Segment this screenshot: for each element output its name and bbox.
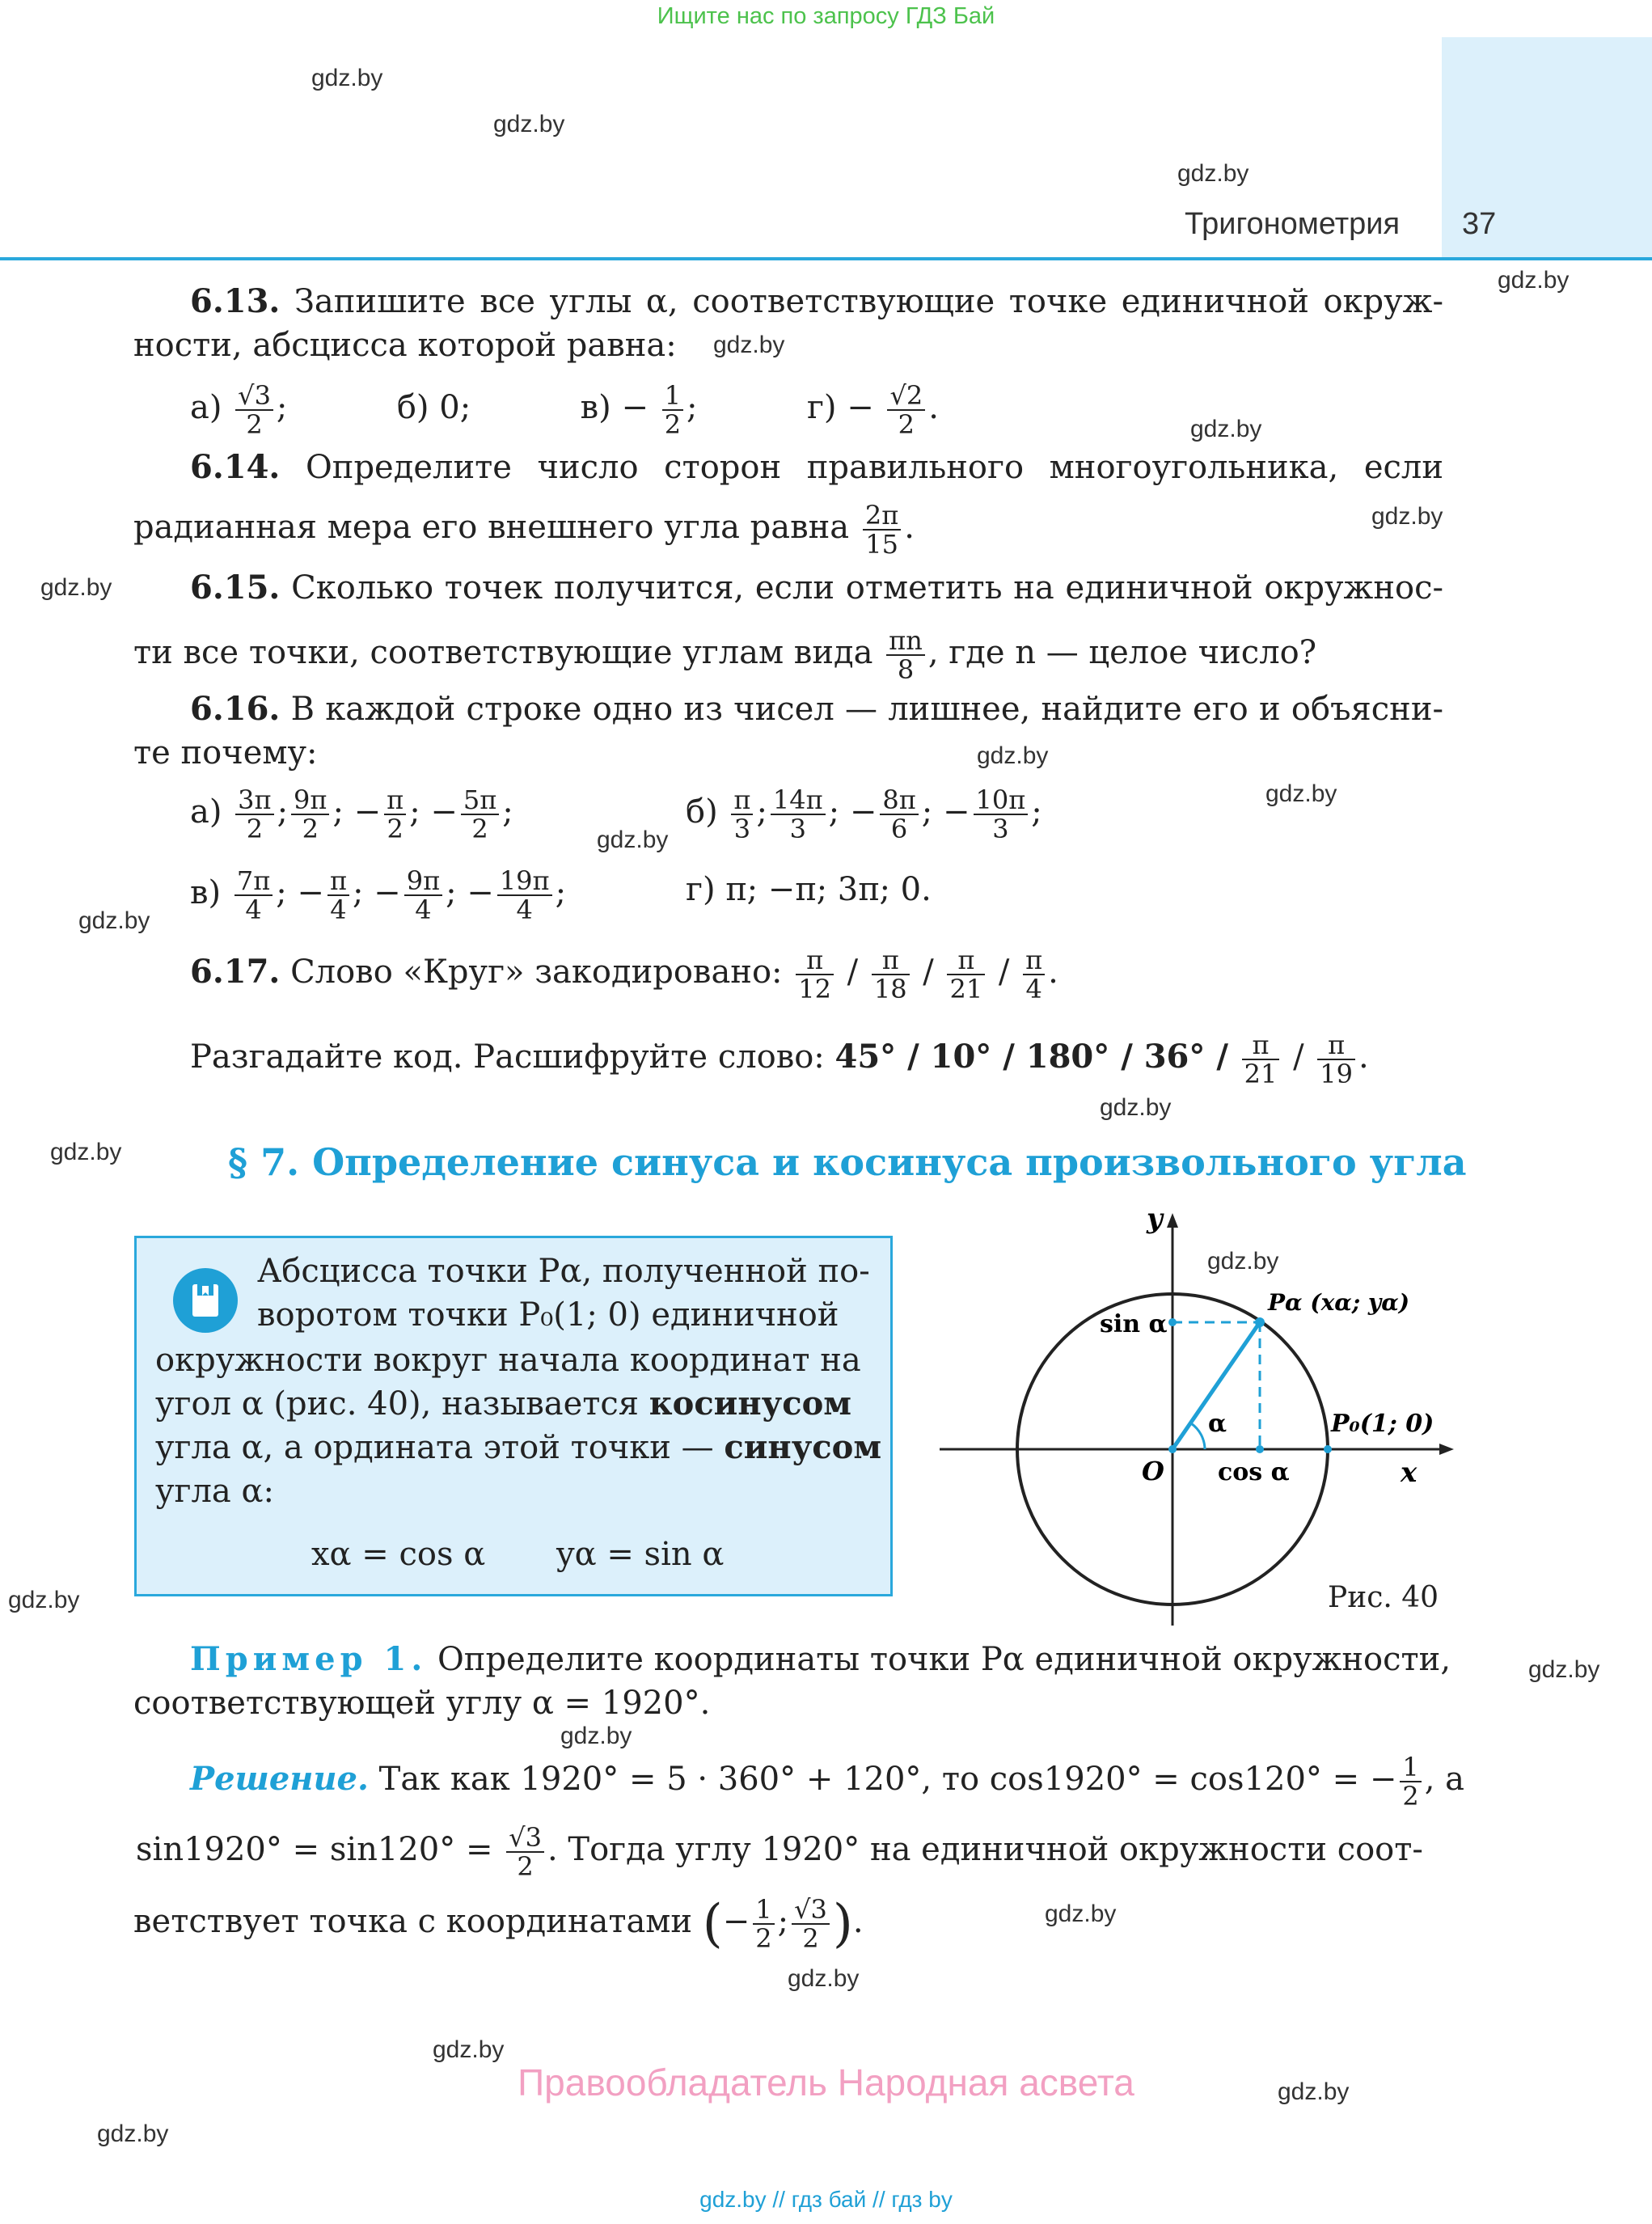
- ex614-line2: радианная мера его внешнего угла равна $\frac{2\pi}{15}$ .: [133, 500, 915, 560]
- ex614-line1: [133, 448, 1443, 487]
- watermark: gdz.by: [788, 1965, 860, 1992]
- fraction: $\frac{10\pi}{3}$: [974, 786, 1029, 843]
- ex617-number: 6.17.: [190, 953, 281, 991]
- example-label: Пример 1.: [190, 1640, 428, 1678]
- fraction: $\frac{\pi n}{8}$: [886, 627, 925, 683]
- formula-y: yα = sin α: [556, 1536, 725, 1573]
- fraction: $\frac{1}{2}$: [662, 382, 683, 438]
- ex613-line2: ности, абсцисса которой равна:: [133, 327, 677, 364]
- solution-line3: ветствует точка с координатами (− $\frac{1}{2}$ ; $\frac{√3}{2}$ ).: [133, 1894, 864, 1954]
- running-title: Тригонометрия: [1185, 207, 1401, 241]
- fraction: $\frac{\pi}{21}$: [947, 946, 985, 1003]
- definition-line: окружности вокруг начала координат на: [155, 1342, 861, 1379]
- watermark: gdz.by: [40, 574, 112, 601]
- fraction: $\frac{8\pi}{6}$: [880, 786, 918, 843]
- fraction: $\frac{14\pi}{3}$: [771, 786, 826, 843]
- ex616-number: 6.16.: [190, 690, 281, 728]
- ex613-text: Запишите все углы α, соответствующие точке единичной окруж-: [294, 283, 1443, 320]
- solution-text2: sin1920° = sin120° =: [136, 1831, 493, 1868]
- ex617-code2: 45° / 10° / 180° / 36° /: [834, 1038, 1228, 1076]
- ex614-text2: радианная мера его внешнего угла равна: [133, 509, 850, 546]
- fraction: $\frac{\pi}{4}$: [327, 867, 349, 924]
- ex613-b: б) 0;: [396, 389, 471, 426]
- label-y: y: [1147, 1205, 1163, 1235]
- ex616-v-label: в): [190, 874, 222, 911]
- top-search-banner[interactable]: Ищите нас по запросу ГДЗ Бай: [657, 3, 995, 29]
- watermark: gdz.by: [50, 1139, 122, 1165]
- watermark: gdz.by: [597, 827, 669, 853]
- fraction: $\frac{√2}{2}$: [887, 382, 925, 438]
- definition-term-cos: косинусом: [649, 1385, 852, 1423]
- watermark: gdz.by: [311, 65, 383, 91]
- ex615-number: 6.15.: [190, 569, 281, 607]
- point-p-alpha: [1255, 1317, 1265, 1327]
- ex615-text2b: , где n — целое число?: [927, 634, 1317, 671]
- fraction: $\frac{\pi}{12}$: [796, 946, 834, 1003]
- fraction: $\frac{√3}{2}$: [506, 1824, 544, 1880]
- label-cos: cos α: [1218, 1458, 1290, 1486]
- ex616-text: В каждой строке одно из чисел — лишнее, найдите его и объясни-: [290, 691, 1444, 728]
- solution-line1: Решение. Так как 1920° = 5 · 360° + 120°, то cos1920° = cos120° = − $\frac{1}{2}$ , а: [190, 1752, 1464, 1812]
- point-cos: [1256, 1445, 1264, 1453]
- solution-text2b: . Тогда углу 1920° на единичной окружности соот-: [547, 1831, 1423, 1868]
- example1-text: Определите координаты точки Pα единичной окружности,: [437, 1641, 1451, 1678]
- fraction: $\frac{19\pi}{4}$: [497, 867, 552, 924]
- definition-line: угол α (рис. 40), называется косинусом: [155, 1385, 852, 1423]
- label-p-alpha: Pα (xα; yα): [1268, 1289, 1409, 1316]
- solution-text1: Так как 1920° = 5 · 360° + 120°, то cos1920° = cos120° = −: [378, 1761, 1397, 1798]
- ex616-b-label: б): [686, 793, 718, 831]
- label-sin: sin α: [1100, 1310, 1168, 1338]
- fraction: $\frac{2\pi}{15}$: [863, 501, 901, 558]
- fraction: $\frac{1}{2}$: [1400, 1753, 1421, 1810]
- ex615-text: Сколько точек получится, если отметить на единичной окружнос-: [291, 569, 1444, 607]
- fraction: $\frac{3\pi}{2}$: [235, 786, 273, 843]
- watermark: gdz.by: [1207, 1248, 1279, 1275]
- ex616-row-b: б) $\frac{\pi}{3}$ ; $\frac{14\pi}{3}$ ; − $\frac{8\pi}{6}$ ; − $\frac{10\pi}{3}$ ;: [686, 784, 1042, 844]
- watermark: gdz.by: [493, 111, 565, 137]
- fraction: $\frac{\pi}{18}$: [872, 946, 910, 1003]
- watermark: gdz.by: [1371, 503, 1443, 530]
- y-axis-arrow: [1167, 1213, 1178, 1228]
- label-alpha: α: [1208, 1410, 1227, 1438]
- fraction: $\frac{\pi}{3}$: [731, 786, 753, 843]
- watermark: gdz.by: [1278, 2078, 1350, 2105]
- ex614-text: Определите число сторон правильного многоугольника, если: [306, 449, 1443, 486]
- ex616-row-a: а) $\frac{3\pi}{2}$ ; $\frac{9\pi}{2}$ ; − $\frac{\pi}{2}$ ; − $\frac{5\pi}{2}$ ;: [190, 784, 513, 844]
- ex613-v-label: в) −: [580, 389, 649, 426]
- label-x: x: [1401, 1457, 1418, 1489]
- ex616-line1: [133, 690, 1443, 729]
- ex616-a-label: а): [190, 793, 222, 831]
- fraction: $\frac{5\pi}{2}$: [461, 786, 499, 843]
- x-axis-arrow: [1439, 1444, 1454, 1455]
- page-number: 37: [1462, 207, 1497, 241]
- watermark: gdz.by: [1100, 1094, 1172, 1121]
- fraction: $\frac{\pi}{19}$: [1317, 1031, 1355, 1088]
- section-title: § 7. Определение синуса и косинуса произвольного угла: [228, 1140, 1467, 1184]
- watermark: gdz.by: [1045, 1901, 1117, 1927]
- label-origin: O: [1142, 1456, 1164, 1486]
- solution-text3: ветствует точка с координатами: [133, 1903, 693, 1940]
- ex613-g-label: г) −: [806, 389, 874, 426]
- ex616-row-v: в) $\frac{7\pi}{4}$ ; − $\frac{\pi}{4}$ ; − $\frac{9\pi}{4}$ ; − $\frac{19\pi}{4}$ ;: [190, 865, 567, 925]
- label-p0: P₀(1; 0): [1331, 1410, 1434, 1438]
- fraction: $\frac{\pi}{4}$: [1023, 946, 1045, 1003]
- definition-line: воротом точки P₀(1; 0) единичной: [257, 1296, 839, 1334]
- origin-point: [1168, 1445, 1177, 1453]
- ex614-number: 6.14.: [190, 448, 281, 486]
- unit-circle-figure: [938, 1205, 1456, 1642]
- watermark: gdz.by: [713, 332, 785, 358]
- watermark: gdz.by: [78, 907, 150, 934]
- fraction: $\frac{√3}{2}$: [235, 382, 273, 438]
- watermark: gdz.by: [977, 742, 1049, 769]
- ex613-answers: а) $\frac{√3}{2}$ ; б) 0; в) − $\frac{1}{2}$ ; г) − $\frac{√2}{2}$ .: [190, 380, 939, 440]
- ex616-line2: те почему:: [133, 734, 318, 772]
- ex613-line1: [133, 282, 1443, 321]
- watermark: gdz.by: [8, 1587, 80, 1613]
- figure-caption: Рис. 40: [1328, 1581, 1439, 1614]
- ex617-line2: Разгадайте код. Расшифруйте слово: 45° / 10° / 180° / 36° / $\frac{\pi}{21}$ / $\frac{\pi}{19}$ .: [190, 1030, 1369, 1089]
- point-p0: [1324, 1445, 1332, 1453]
- solution-label: Решение.: [190, 1760, 369, 1798]
- angle-arc: [1191, 1423, 1205, 1449]
- ex617-text2: Разгадайте код. Расшифруйте слово:: [190, 1038, 825, 1076]
- definition-line: угла α:: [155, 1473, 274, 1510]
- fraction: $\frac{\pi}{2}$: [384, 786, 406, 843]
- ex617-text: Слово «Круг» закодировано:: [290, 953, 783, 991]
- example1-line2: соответствующей углу α = 1920°.: [133, 1685, 711, 1722]
- watermark: gdz.by: [560, 1723, 632, 1749]
- fraction: $\frac{√3}{2}$: [792, 1896, 830, 1952]
- ex615-line1: [133, 569, 1443, 607]
- formula-x: xα = cos α: [311, 1536, 486, 1573]
- watermark: gdz.by: [433, 2036, 505, 2063]
- definition-term-sin: синусом: [724, 1428, 882, 1466]
- watermark: gdz.by: [1528, 1656, 1600, 1683]
- watermark: gdz.by: [97, 2120, 169, 2147]
- ex615-text2a: ти все точки, соответствующие углам вида: [133, 634, 873, 671]
- definition-line: Абсцисса точки Pα, полученной по-: [257, 1253, 870, 1290]
- watermark: gdz.by: [1265, 780, 1337, 807]
- ex615-line2: [133, 627, 1316, 683]
- fraction: $\frac{1}{2}$: [753, 1896, 774, 1952]
- watermark: gdz.by: [1190, 416, 1262, 442]
- definition-line: угла α, а ордината этой точки — синусом: [155, 1428, 882, 1466]
- watermark: gdz.by: [1498, 267, 1570, 294]
- bottom-links[interactable]: gdz.by // гдз бай // гдз by: [699, 2187, 953, 2212]
- header-rule: [0, 257, 1652, 260]
- ex613-number: 6.13.: [190, 282, 281, 320]
- point-sin: [1168, 1318, 1177, 1326]
- solution-line2: [136, 1824, 1423, 1880]
- example1-line1: [190, 1640, 1451, 1679]
- copyright-notice: Правообладатель Народная асвета: [518, 2061, 1134, 2103]
- fraction: $\frac{\pi}{21}$: [1242, 1031, 1280, 1088]
- ex617-line1: 6.17. Слово «Круг» закодировано: $\frac{\pi}{12}$ / $\frac{\pi}{18}$ / $\frac{\pi}{21}$ / $\frac{\pi}{4}$ .: [190, 945, 1058, 1004]
- ex616-row-g: г) π; −π; 3π; 0.: [686, 871, 932, 908]
- fraction: $\frac{9\pi}{2}$: [291, 786, 329, 843]
- ex613-a-label: а): [190, 389, 222, 426]
- fraction: $\frac{7\pi}{4}$: [234, 867, 273, 924]
- book-icon: [173, 1268, 238, 1333]
- watermark: gdz.by: [1177, 160, 1249, 187]
- fraction: $\frac{9\pi}{4}$: [404, 867, 442, 924]
